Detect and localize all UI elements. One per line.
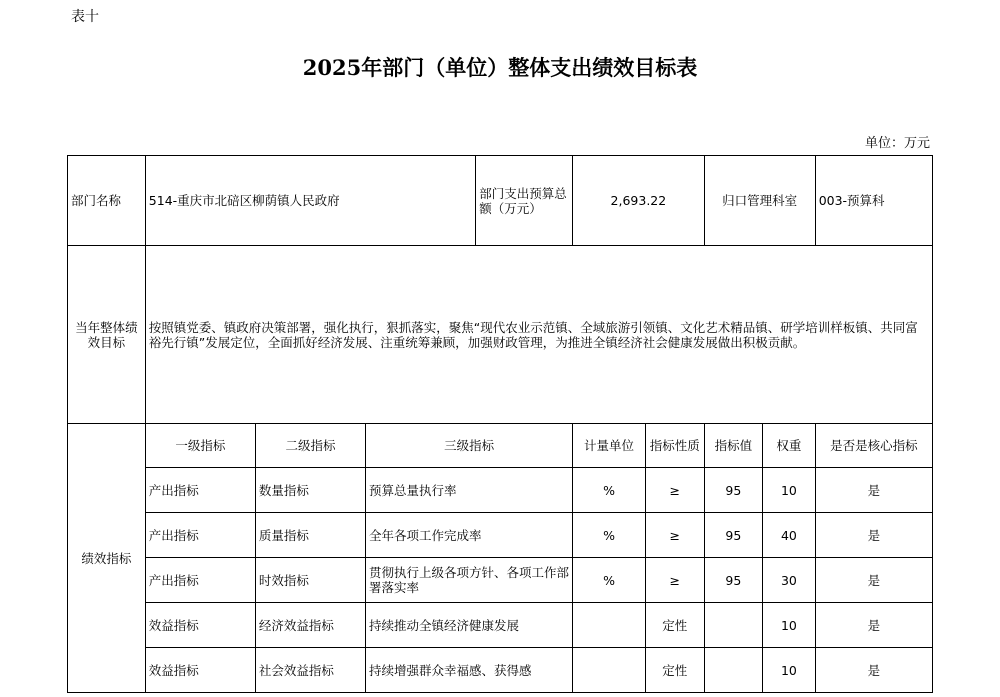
nature-cell: ≥	[645, 513, 704, 558]
level3-cell: 持续增强群众幸福感、获得感	[366, 648, 573, 693]
level3-cell: 全年各项工作完成率	[366, 513, 573, 558]
level1-cell: 产出指标	[145, 558, 255, 603]
nature-cell: ≥	[645, 468, 704, 513]
value-cell	[704, 648, 763, 693]
level3-cell: 贯彻执行上级各项方针、各项工作部署落实率	[366, 558, 573, 603]
unit-cell	[573, 648, 646, 693]
level3-cell: 预算总量执行率	[366, 468, 573, 513]
table-row	[68, 603, 933, 648]
level2-cell: 数量指标	[255, 468, 365, 513]
core-cell: 是	[815, 648, 932, 693]
unit-cell	[573, 603, 646, 648]
weight-cell: 10	[763, 468, 816, 513]
level3-cell: 持续推动全镇经济健康发展	[366, 603, 573, 648]
dept-info-row	[68, 156, 933, 246]
header-level1: 一级指标	[145, 424, 255, 468]
page-title: 2025年部门（单位）整体支出绩效目标表	[302, 55, 698, 80]
office-value: 003-预算科	[815, 156, 932, 246]
unit-cell: %	[573, 558, 646, 603]
table-row	[68, 468, 933, 513]
table-row	[68, 648, 933, 693]
nature-cell: 定性	[645, 648, 704, 693]
weight-cell: 40	[763, 513, 816, 558]
header-level3: 三级指标	[366, 424, 573, 468]
goal-label: 当年整体绩效目标	[68, 246, 146, 424]
core-cell: 是	[815, 603, 932, 648]
goal-text: 按照镇党委、镇政府决策部署，强化执行，狠抓落实，聚焦“现代农业示范镇、全域旅游引领镇、文化艺术精品镇、研学培训样板镇、共同富裕先行镇”发展定位，全面抓好经济发展、注重统筹兼顾，加强财政管理，为推进全镇经济社会健康发展做出积极贡献。	[145, 246, 932, 424]
table-row	[68, 558, 933, 603]
weight-cell: 10	[763, 603, 816, 648]
value-cell	[704, 603, 763, 648]
header-weight: 权重	[763, 424, 816, 468]
nature-cell: 定性	[645, 603, 704, 648]
unit-label: 单位：万元	[864, 136, 930, 151]
dept-budget-value: 2,693.22	[573, 156, 704, 246]
office-label: 归口管理科室	[704, 156, 815, 246]
value-cell: 95	[704, 468, 763, 513]
dept-budget-label: 部门支出预算总额（万元）	[476, 156, 573, 246]
level1-cell: 效益指标	[145, 603, 255, 648]
weight-cell: 10	[763, 648, 816, 693]
core-cell: 是	[815, 513, 932, 558]
nature-cell: ≥	[645, 558, 704, 603]
indicator-header-row	[68, 424, 933, 468]
goal-row	[68, 246, 933, 424]
level1-cell: 产出指标	[145, 513, 255, 558]
dept-name-label: 部门名称	[68, 156, 146, 246]
header-level2: 二级指标	[255, 424, 365, 468]
weight-cell: 30	[763, 558, 816, 603]
unit-cell: %	[573, 513, 646, 558]
level1-cell: 产出指标	[145, 468, 255, 513]
header-value: 指标值	[704, 424, 763, 468]
table-number-label: 表十	[71, 9, 99, 25]
performance-target-table	[67, 155, 933, 693]
level2-cell: 质量指标	[255, 513, 365, 558]
dept-name-value: 514-重庆市北碚区柳荫镇人民政府	[145, 156, 475, 246]
core-cell: 是	[815, 468, 932, 513]
header-core: 是否是核心指标	[815, 424, 932, 468]
table-row	[68, 513, 933, 558]
value-cell: 95	[704, 513, 763, 558]
header-nature: 指标性质	[645, 424, 704, 468]
level1-cell: 效益指标	[145, 648, 255, 693]
level2-cell: 时效指标	[255, 558, 365, 603]
header-unit: 计量单位	[573, 424, 646, 468]
unit-cell: %	[573, 468, 646, 513]
value-cell: 95	[704, 558, 763, 603]
level2-cell: 经济效益指标	[255, 603, 365, 648]
indicator-section-label: 绩效指标	[68, 424, 146, 693]
level2-cell: 社会效益指标	[255, 648, 365, 693]
core-cell: 是	[815, 558, 932, 603]
